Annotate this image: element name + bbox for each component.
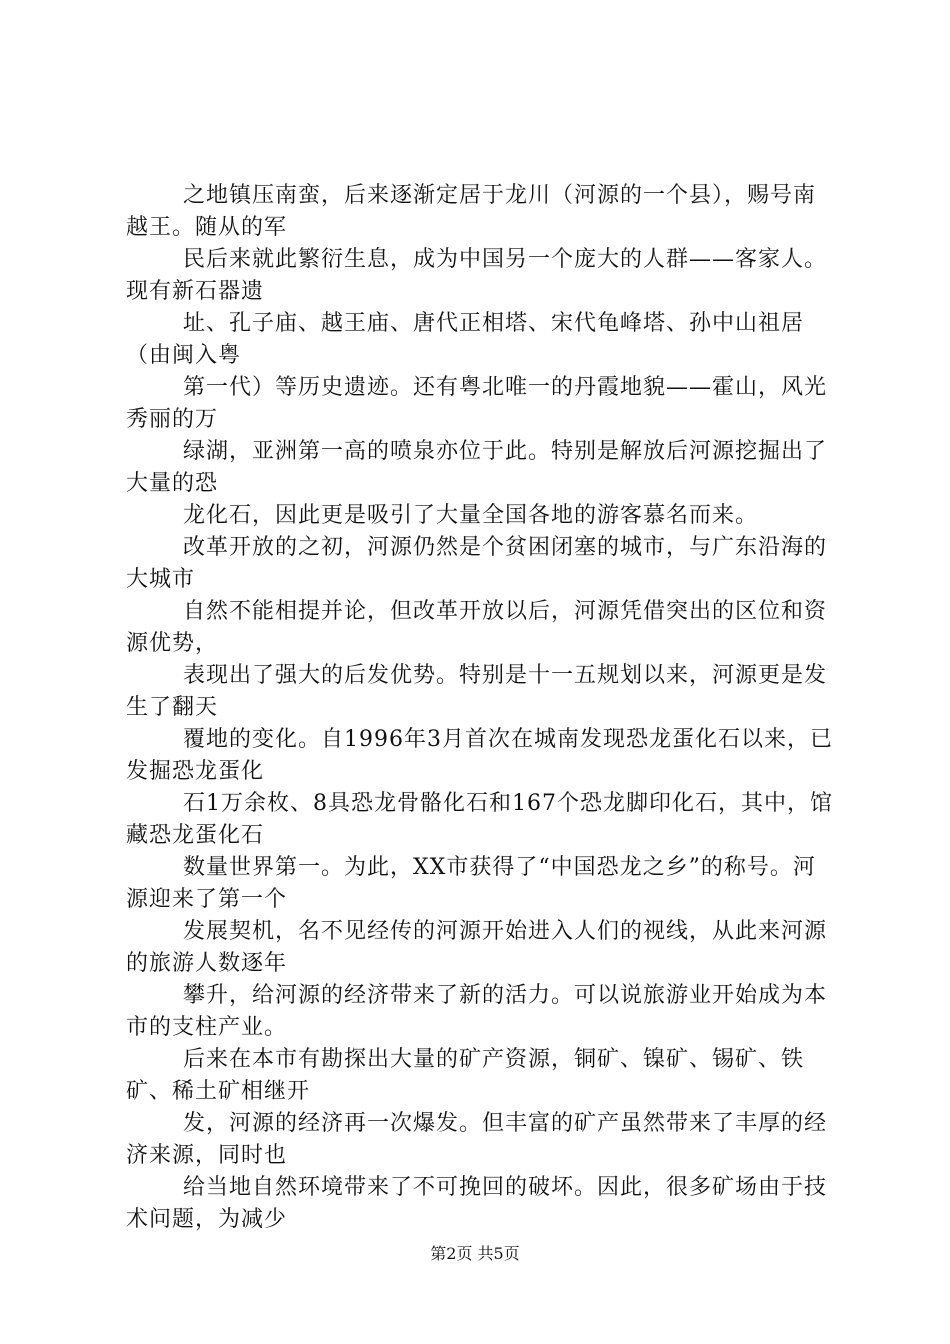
page-number-footer: 第2页 共5页 [430,1244,520,1263]
paragraph-line: 发，河源的经济再一次爆发。但丰富的矿产虽然带来了丰厚的经济来源，同时也 [126,1111,828,1168]
paragraph-line: 发展契机，名不见经传的河源开始进入人们的视线，从此来河源的旅游人数逐年 [126,919,828,976]
paragraph-line: 绿湖，亚洲第一高的喷泉亦位于此。特别是解放后河源挖掘出了大量的恐 [126,439,828,496]
body-text [126,180,836,1236]
paragraph-line: 之地镇压南蛮，后来逐渐定居于龙川（河源的一个县），赐号南越王。随从的军 [126,183,817,240]
paragraph-line: 后来在本市有勘探出大量的矿产资源，铜矿、镍矿、锡矿、铁矿、稀土矿相继开 [126,1047,805,1104]
paragraph-line: 址、孔子庙、越王庙、唐代正相塔、宋代龟峰塔、孙中山祖居（由闽入粤 [126,311,805,368]
paragraph-line: 覆地的变化。自1996年3月首次在城南发现恐龙蛋化石以来，已发掘恐龙蛋化 [126,727,833,784]
paragraph-line: 改革开放的之初，河源仍然是个贫困闭塞的城市，与广东沿海的大城市 [126,535,828,592]
paragraph-line: 给当地自然环境带来了不可挽回的破坏。因此，很多矿场由于技术问题，为减少 [126,1175,828,1232]
paragraph-line: 数量世界第一。为此，XX市获得了“中国恐龙之乡”的称号。河源迎来了第一个 [126,855,816,912]
paragraph-line: 第一代）等历史遗迹。还有粤北唯一的丹霞地貌——霍山，风光秀丽的万 [126,375,828,432]
paragraph-line: 自然不能相提并论，但改革开放以后，河源凭借突出的区位和资源优势， [126,599,828,656]
paragraph-line: 攀升，给河源的经济带来了新的活力。可以说旅游业开始成为本市的支柱产业。 [126,983,828,1040]
paragraph-line: 石1万余枚、8具恐龙骨骼化石和167个恐龙脚印化石，其中，馆藏恐龙蛋化石 [126,791,833,848]
paragraph-line: 民后来就此繁衍生息，成为中国另一个庞大的人群——客家人。现有新石器遗 [126,247,828,304]
paragraph-line: 龙化石，因此更是吸引了大量全国各地的游客慕名而来。 [183,503,759,528]
paragraph-line: 表现出了强大的后发优势。特别是十一五规划以来，河源更是发生了翻天 [126,663,828,720]
